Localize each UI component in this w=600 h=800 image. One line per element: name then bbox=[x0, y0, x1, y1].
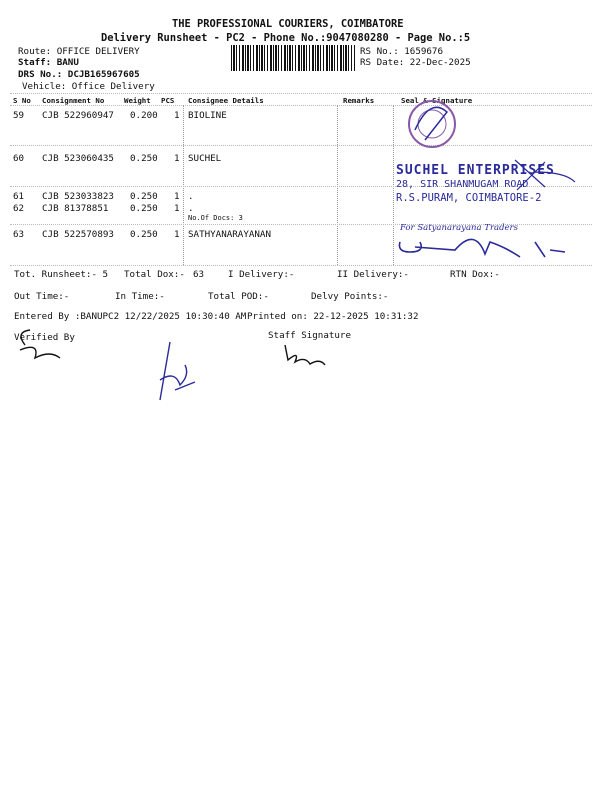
handwritten-signatures bbox=[0, 320, 400, 420]
printed-on: Printed on: 22-12-2025 10:31:32 bbox=[247, 311, 419, 322]
tot-runsheet: Tot. Runsheet:- 5 bbox=[14, 269, 109, 280]
table-row-pcs: 1 bbox=[174, 203, 180, 214]
i-delivery: I Delivery:- bbox=[228, 269, 295, 280]
rtn-dox: RTN Dox:- bbox=[450, 269, 500, 280]
staff-signature-label: Staff Signature bbox=[268, 330, 351, 341]
table-row-sno: 61 bbox=[13, 191, 25, 202]
barcode bbox=[231, 45, 355, 71]
out-time: Out Time:- bbox=[14, 291, 70, 302]
sathya-stamp: For Satyanarayana Traders bbox=[400, 223, 518, 233]
runsheet-subtitle: Delivery Runsheet - PC2 - Phone No.:9047080280 - Page No.:5 bbox=[101, 32, 471, 44]
suchel-stamp-line2: 28, SIR SHANMUGAM ROAD bbox=[396, 179, 529, 190]
table-row-consignee: . bbox=[188, 191, 194, 202]
total-dox-label: Total Dox:- bbox=[124, 269, 185, 280]
table-row-weight: 0.250 bbox=[130, 203, 158, 214]
col-sno: S No bbox=[13, 96, 31, 105]
col-weight: Weight bbox=[124, 96, 151, 105]
drs-number: DRS No.: DCJB165967605 bbox=[18, 69, 140, 80]
in-time: In Time:- bbox=[115, 291, 165, 302]
col-remarks: Remarks bbox=[343, 96, 375, 105]
table-row-cno: CJB 523033823 bbox=[42, 191, 114, 202]
col-consignment: Consignment No bbox=[42, 96, 105, 105]
table-row-consignee: . bbox=[188, 203, 194, 214]
col-pcs: PCS bbox=[161, 96, 175, 105]
total-pod: Total POD:- bbox=[208, 291, 269, 302]
round-seal-stamp bbox=[409, 101, 455, 147]
ii-delivery: II Delivery:- bbox=[337, 269, 409, 280]
verified-signature bbox=[20, 330, 60, 358]
delvy-points: Delvy Points:- bbox=[311, 291, 389, 302]
verified-by: Verified By bbox=[14, 332, 75, 343]
entered-by: Entered By :BANUPC2 12/22/2025 10:30:40 AM bbox=[14, 311, 247, 322]
table-row-consignee: SATHYANARAYANAN bbox=[188, 229, 271, 240]
table-row-consignee: SUCHEL bbox=[188, 153, 222, 164]
company-title: THE PROFESSIONAL COURIERS, COIMBATORE bbox=[172, 18, 404, 30]
table-row-sno: 60 bbox=[13, 153, 25, 164]
table-row-cno: CJB 523060435 bbox=[42, 153, 114, 164]
table-row-sno: 63 bbox=[13, 229, 25, 240]
vehicle-label: Vehicle: Office Delivery bbox=[22, 81, 155, 92]
table-row-sno: 59 bbox=[13, 110, 25, 121]
table-row-pcs: 1 bbox=[174, 229, 180, 240]
table-row-weight: 0.250 bbox=[130, 191, 158, 202]
table-row-pcs: 1 bbox=[174, 153, 180, 164]
rs-number: RS No.: 1659676 bbox=[360, 46, 443, 57]
sathya-signature bbox=[399, 239, 565, 257]
col-seal-signature: Seal & Signature bbox=[401, 96, 473, 105]
initial-signature bbox=[160, 342, 195, 400]
staff-label: Staff: BANU bbox=[18, 57, 79, 68]
table-row-weight: 0.250 bbox=[130, 229, 158, 240]
staff-signature bbox=[285, 345, 325, 365]
table-row-consignee: BIOLINE bbox=[188, 110, 227, 121]
table-row-cno: CJB 81378851 bbox=[42, 203, 109, 214]
total-dox-value: 63 bbox=[193, 269, 205, 280]
docs-count-note: No.Of Docs: 3 bbox=[188, 214, 243, 222]
table-row-cno: CJB 522570893 bbox=[42, 229, 114, 240]
table-row-weight: 0.250 bbox=[130, 153, 158, 164]
table-row-weight: 0.200 bbox=[130, 110, 158, 121]
table-row-pcs: 1 bbox=[174, 110, 180, 121]
table-row-cno: CJB 522960947 bbox=[42, 110, 114, 121]
rs-date: RS Date: 22-Dec-2025 bbox=[360, 57, 471, 68]
table-row-sno: 62 bbox=[13, 203, 25, 214]
route-label: Route: OFFICE DELIVERY bbox=[18, 46, 140, 57]
suchel-stamp-line1: SUCHEL ENTERPRISES bbox=[396, 163, 555, 178]
col-consignee: Consignee Details bbox=[188, 96, 264, 105]
suchel-stamp-line3: R.S.PURAM, COIMBATORE-2 bbox=[396, 192, 542, 204]
table-row-pcs: 1 bbox=[174, 191, 180, 202]
